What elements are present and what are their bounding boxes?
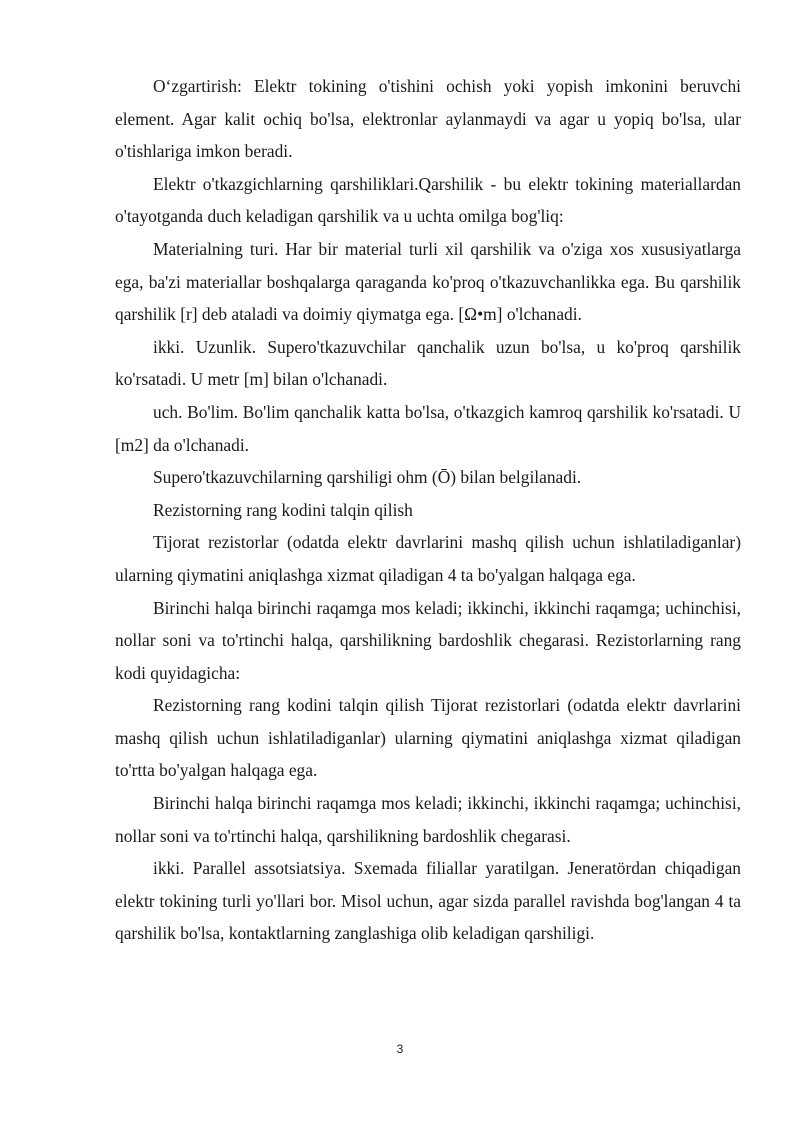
paragraph-section: uch. Bo'lim. Bo'lim qanchalik katta bo'lsa, o'tkazgich kamroq qarshilik ko'rsatadi. U [m2] da o'lchanadi. xyxy=(115,401,741,455)
paragraph-commercial-resistors: Tijorat rezistorlar (odatda elektr davrlarini mashq qilish uchun ishlatiladiganlar) ularning qiymatini aniqlashga xizmat qiladigan 4 ta bo'yalgan halqaga ega. xyxy=(115,532,741,585)
paragraph-ring-meaning-repeat: Birinchi halqa birinchi raqamga mos keladi; ikkinchi, ikkinchi raqamga; uchinchisi, nollar soni va to'rtinchi halqa, qarshilikning bardoshlik chegarasi. xyxy=(115,793,741,846)
paragraph-conductor-resistance: Elektr o'tkazgichlarning qarshiliklari.Qarshilik - bu elektr tokining materiallardan o'tayotganda duch keladigan qarshilik va u uchta omilga bog'liq: xyxy=(115,173,741,227)
paragraph-color-code-repeat: Rezistorning rang kodini talqin qilish Tijorat rezistorlari (odatda elektr davrlarini mashq qilish uchun ishlatiladiganlar) ularning qiymatini aniqlashga xizmat qiladigan to'rtta bo'yalgan halqaga ega. xyxy=(115,695,741,781)
paragraph-ring-meaning: Birinchi halqa birinchi raqamga mos keladi; ikkinchi, ikkinchi raqamga; uchinchisi, nollar soni va to'rtinchi halqa, qarshilikning bardoshlik chegarasi. Rezistorlarning rang kodi quyidagicha: xyxy=(115,597,741,683)
paragraph-switch-definition: O‘zgartirish: Elektr tokining o'tishini ochish yoki yopish imkonini beruvchi element. Agar kalit ochiq bo'lsa, elektronlar aylanmaydi va agar u yopiq bo'lsa, ular o'tishlariga imkon beradi. xyxy=(115,76,741,162)
page-number: 3 xyxy=(396,1042,404,1056)
paragraph-color-code-heading: Rezistorning rang kodini talqin qilish xyxy=(153,499,413,520)
paragraph-material-type: Materialning turi. Har bir material turli xil qarshilik va o'ziga xos xususiyatlarga ega, ba'zi materiallar boshqalarga qaraganda ko'proq o'tkazuvchanlikka ega. Bu qarshilik qarshilik [r] deb ataladi va doimiy qiymatga ega. [Ω•m] o'lchanadi. xyxy=(115,238,741,325)
paragraph-parallel-association: ikki. Parallel assotsiatsiya. Sxemada filiallar yaratilgan. Jeneratördan chiqadigan elektr tokining turli yo'llari bor. Misol uchun, agar sizda parallel ravishda bog'langan 4 ta qarshilik bo'lsa, kontaktlarning zanglashiga olib keladigan qarshiligi. xyxy=(115,858,741,944)
paragraph-length: ikki. Uzunlik. Supero'tkazuvchilar qanchalik uzun bo'lsa, u ko'proq qarshilik ko'rsatadi. U metr [m] bilan o'lchanadi. xyxy=(115,336,741,390)
document-body xyxy=(115,70,741,950)
paragraph-ohm-unit: Supero'tkazuvchilarning qarshiligi ohm (Ō) bilan belgilanadi. xyxy=(153,467,582,488)
